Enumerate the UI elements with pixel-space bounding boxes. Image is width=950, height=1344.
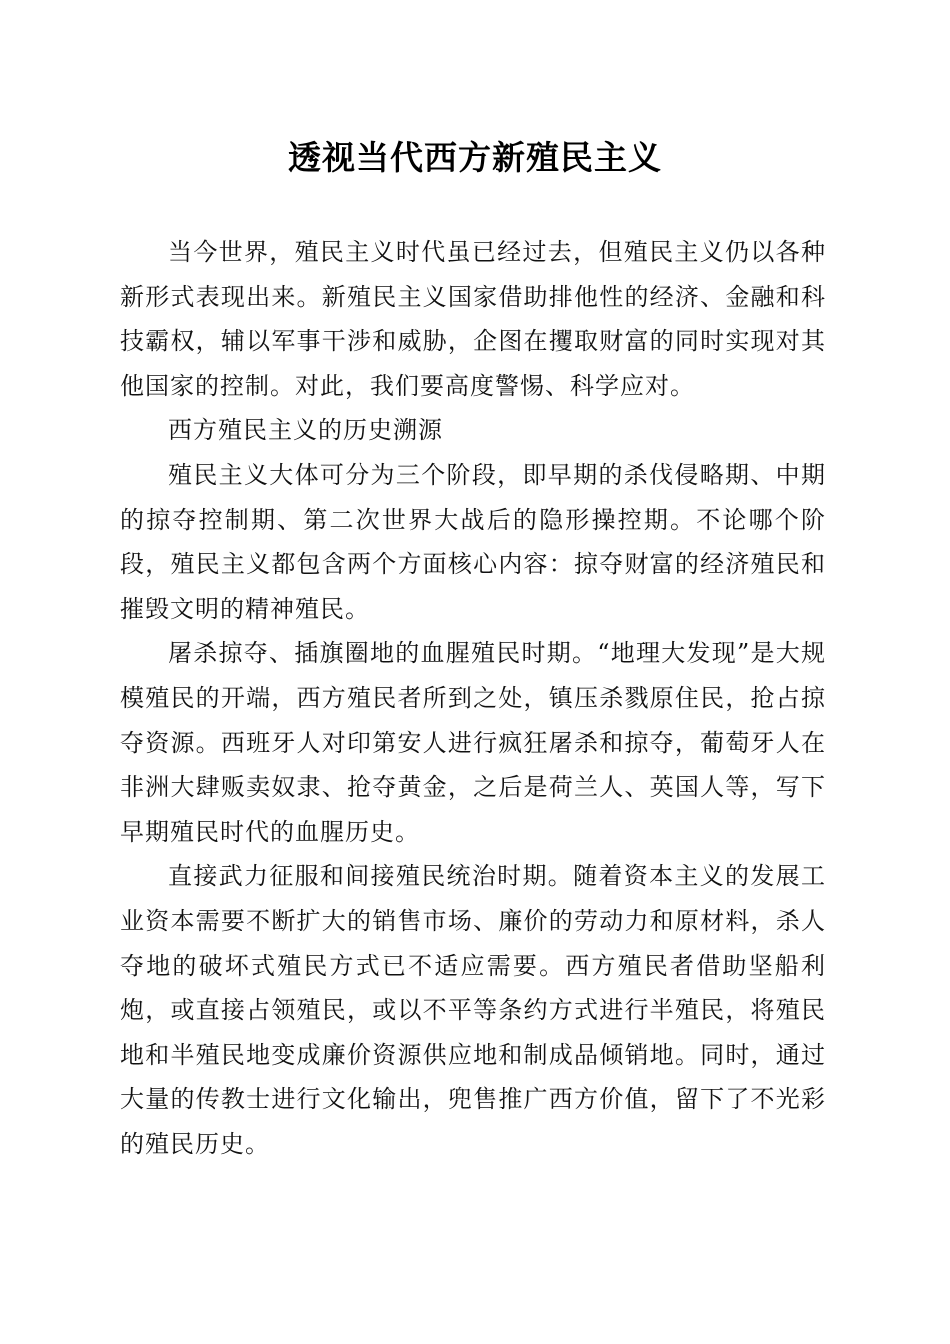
document-title: 透视当代西方新殖民主义 xyxy=(288,138,662,177)
section-heading: 西方殖民主义的历史溯源 xyxy=(168,416,443,445)
paragraph-conquest-period: 直接武力征服和间接殖民统治时期。随着资本主义的发展工业资本需要不断扩大的销售市场、廉价的劳动力和原材料，杀人夺地的破坏式殖民方式已不适应需要。西方殖民者借助坚船利炮，或直接占领殖民，或以不平等条约方式进行半殖民，将殖民地和半殖民地变成廉价资源供应地和制成品倾销地。同时，通过大量的传教士进行文化输出，兜售推广西方价值，留下了不光彩的殖民历史。 xyxy=(120,862,826,1158)
paragraph-stages: 殖民主义大体可分为三个阶段，即早期的杀伐侵略期、中期的掠夺控制期、第二次世界大战后的隐形操控期。不论哪个阶段，殖民主义都包含两个方面核心内容：掠夺财富的经济殖民和摧毁文明的精神殖民。 xyxy=(120,460,826,623)
paragraph-bloody-period: 屠杀掠夺、插旗圈地的血腥殖民时期。“地理大发现”是大规模殖民的开端，西方殖民者所到之处，镇压杀戮原住民，抢占掠夺资源。西班牙人对印第安人进行疯狂屠杀和掠夺，葡萄牙人在非洲大肆贩卖奴隶、抢夺黄金，之后是荷兰人、英国人等，写下早期殖民时代的血腥历史。 xyxy=(120,639,826,846)
document-body xyxy=(120,230,826,1166)
paragraph-intro: 当今世界，殖民主义时代虽已经过去，但殖民主义仍以各种新形式表现出来。新殖民主义国家借助排他性的经济、金融和科技霸权，辅以军事干涉和威胁，企图在攫取财富的同时实现对其他国家的控制。对此，我们要高度警惕、科学应对。 xyxy=(120,238,826,400)
